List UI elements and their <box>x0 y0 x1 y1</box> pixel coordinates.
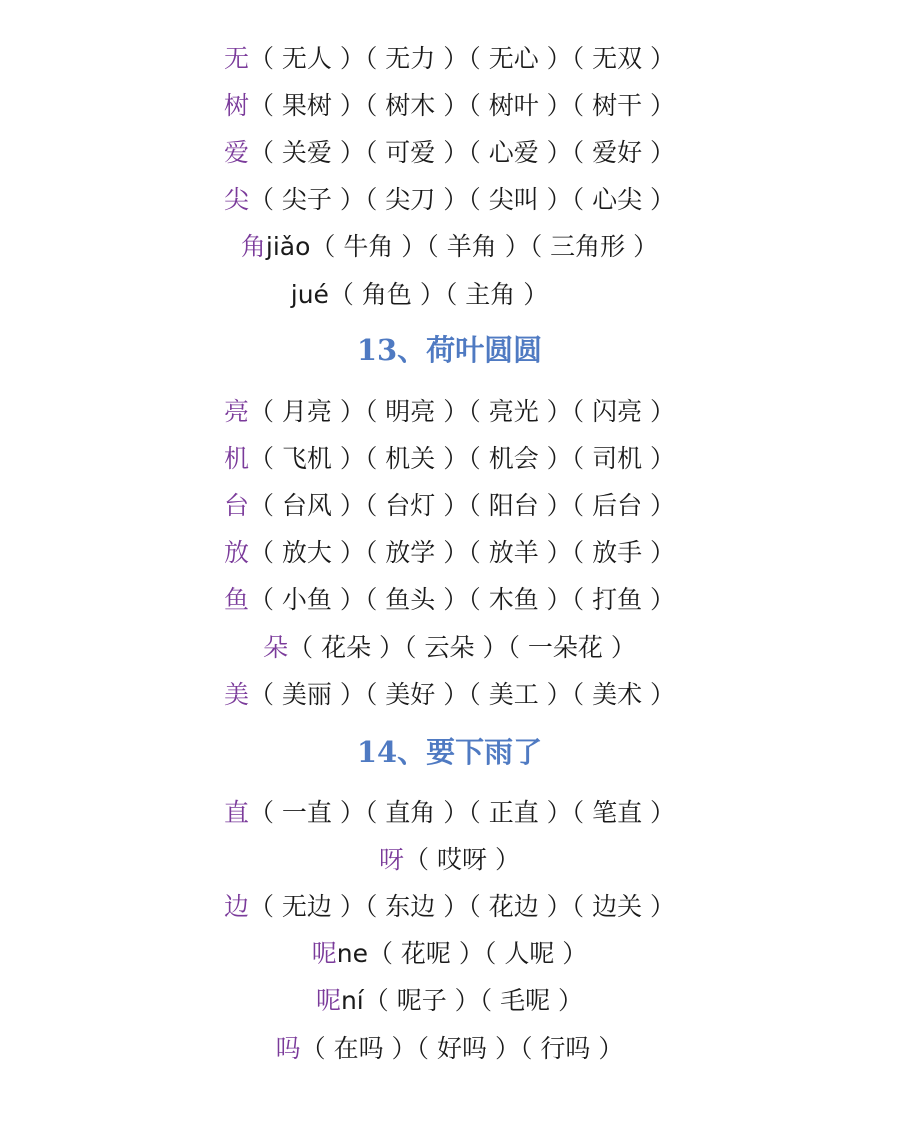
row-char: 树 <box>223 91 249 120</box>
row-words: ní（ 呢子 ）（ 毛呢 ） <box>340 986 584 1015</box>
section-title-13: 13、荷叶圆圆 <box>356 333 543 367</box>
word-row-jiao <box>0 230 899 264</box>
word-row-ya <box>0 843 899 877</box>
row-words: （ 一直 ）（ 直角 ）（ 正直 ）（ 笔直 ） <box>248 798 676 827</box>
row-char: 美 <box>223 680 249 709</box>
word-row-wu <box>0 42 899 76</box>
row-char: 角 <box>240 232 266 261</box>
word-row-tai <box>0 489 899 523</box>
row-char: 朵 <box>263 633 289 662</box>
word-row-ni <box>0 984 899 1018</box>
word-row-duo <box>0 631 899 665</box>
row-char: 台 <box>223 491 249 520</box>
row-char: 机 <box>223 444 249 473</box>
row-words: （ 无边 ）（ 东边 ）（ 花边 ）（ 边关 ） <box>248 892 676 921</box>
row-char: 直 <box>223 798 249 827</box>
row-char: 放 <box>223 538 249 567</box>
row-char: 亮 <box>223 397 249 426</box>
word-row-jue <box>0 278 869 312</box>
row-words: （ 花朵 ）（ 云朵 ）（ 一朵花 ） <box>288 633 636 662</box>
word-row-fang <box>0 536 899 570</box>
row-char: 无 <box>223 44 249 73</box>
word-row-zhi <box>0 796 899 830</box>
row-words: （ 果树 ）（ 树木 ）（ 树叶 ）（ 树干 ） <box>248 91 676 120</box>
row-char: 边 <box>223 892 249 921</box>
row-char: 爱 <box>223 138 249 167</box>
row-char: 呀 <box>379 845 405 874</box>
row-char: 鱼 <box>223 585 249 614</box>
word-row-mei <box>0 678 899 712</box>
row-words: （ 飞机 ）（ 机关 ）（ 机会 ）（ 司机 ） <box>248 444 676 473</box>
row-words: （ 小鱼 ）（ 鱼头 ）（ 木鱼 ）（ 打鱼 ） <box>248 585 676 614</box>
row-char: 吗 <box>275 1034 301 1063</box>
row-char: 呢 <box>315 986 341 1015</box>
word-row-ji <box>0 442 899 476</box>
row-words: （ 在吗 ）（ 好吗 ）（ 行吗 ） <box>300 1034 624 1063</box>
row-words: （ 美丽 ）（ 美好 ）（ 美工 ）（ 美术 ） <box>248 680 676 709</box>
row-words: （ 台风 ）（ 台灯 ）（ 阳台 ）（ 后台 ） <box>248 491 676 520</box>
word-row-ne <box>0 937 899 971</box>
row-words: （ 关爱 ）（ 可爱 ）（ 心爱 ）（ 爱好 ） <box>248 138 676 167</box>
word-row-jian <box>0 183 899 217</box>
word-row-liang <box>0 395 899 429</box>
row-words: （ 尖子 ）（ 尖刀 ）（ 尖叫 ）（ 心尖 ） <box>248 185 676 214</box>
row-char: 尖 <box>223 185 249 214</box>
row-words: （ 无人 ）（ 无力 ）（ 无心 ）（ 无双 ） <box>248 44 676 73</box>
row-words: jiǎo（ 牛角 ）（ 羊角 ）（ 三角形 ） <box>265 232 659 261</box>
row-words: （ 哎呀 ） <box>404 845 520 874</box>
row-words: （ 放大 ）（ 放学 ）（ 放羊 ）（ 放手 ） <box>248 538 676 567</box>
word-row-bian <box>0 890 899 924</box>
word-row-shu <box>0 89 899 123</box>
row-char: 呢 <box>311 939 337 968</box>
row-words: ne（ 花呢 ）（ 人呢 ） <box>336 939 588 968</box>
word-row-yu <box>0 583 899 617</box>
row-words: jué（ 角色 ）（ 主角 ） <box>290 280 549 309</box>
word-row-ai <box>0 136 899 170</box>
word-row-ma <box>0 1032 899 1066</box>
section-title-14: 14、要下雨了 <box>356 735 543 769</box>
row-words: （ 月亮 ）（ 明亮 ）（ 亮光 ）（ 闪亮 ） <box>248 397 676 426</box>
